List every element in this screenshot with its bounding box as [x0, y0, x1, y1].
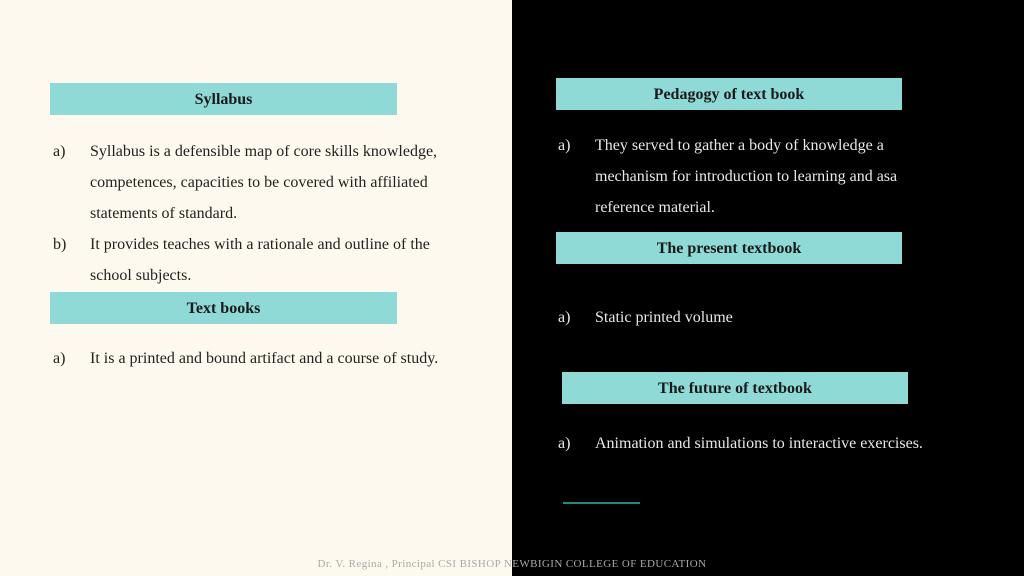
- list-line: school subjects.: [90, 267, 192, 284]
- present-heading: The present textbook: [556, 232, 902, 264]
- list-marker: a): [558, 309, 571, 326]
- pedagogy-item-a: [558, 130, 998, 223]
- textbooks-item-a: [53, 343, 493, 374]
- textbooks-heading: Text books: [50, 292, 397, 324]
- list-line: mechanism for introduction to learning and asa: [595, 168, 898, 185]
- future-heading: The future of textbook: [562, 372, 908, 404]
- list-line: statements of standard.: [90, 205, 238, 222]
- accent-line: [563, 502, 640, 504]
- list-marker: a): [53, 350, 66, 367]
- list-line: They served to gather a body of knowledge a: [595, 137, 884, 154]
- future-item-a: [558, 428, 998, 459]
- present-item-a: [558, 302, 998, 333]
- syllabus-heading: Syllabus: [50, 83, 397, 115]
- list-marker: a): [558, 435, 571, 452]
- textbooks-list: [53, 343, 493, 374]
- syllabus-list: [53, 136, 493, 291]
- syllabus-item-a: [53, 136, 493, 229]
- list-line: Syllabus is a defensible map of core skills knowledge,: [90, 143, 438, 160]
- list-line: competences, capacities to be covered with affiliated: [90, 174, 428, 191]
- syllabus-item-b: [53, 229, 493, 291]
- present-list: [558, 302, 998, 333]
- list-line: It is a printed and bound artifact and a course of study.: [90, 350, 439, 367]
- list-line: reference material.: [595, 199, 715, 216]
- list-marker: a): [53, 143, 66, 160]
- pedagogy-heading: Pedagogy of text book: [556, 78, 902, 110]
- list-line: It provides teaches with a rationale and outline of the: [90, 236, 430, 253]
- footer-credit: Dr. V. Regina , Principal CSI BISHOP NEWBIGIN COLLEGE OF EDUCATION: [317, 558, 707, 570]
- pedagogy-list: [558, 130, 998, 223]
- list-marker: a): [558, 137, 571, 154]
- list-line: Static printed volume: [595, 309, 733, 326]
- future-list: [558, 428, 998, 459]
- list-marker: b): [53, 236, 67, 253]
- list-line: Animation and simulations to interactive exercises.: [595, 435, 923, 452]
